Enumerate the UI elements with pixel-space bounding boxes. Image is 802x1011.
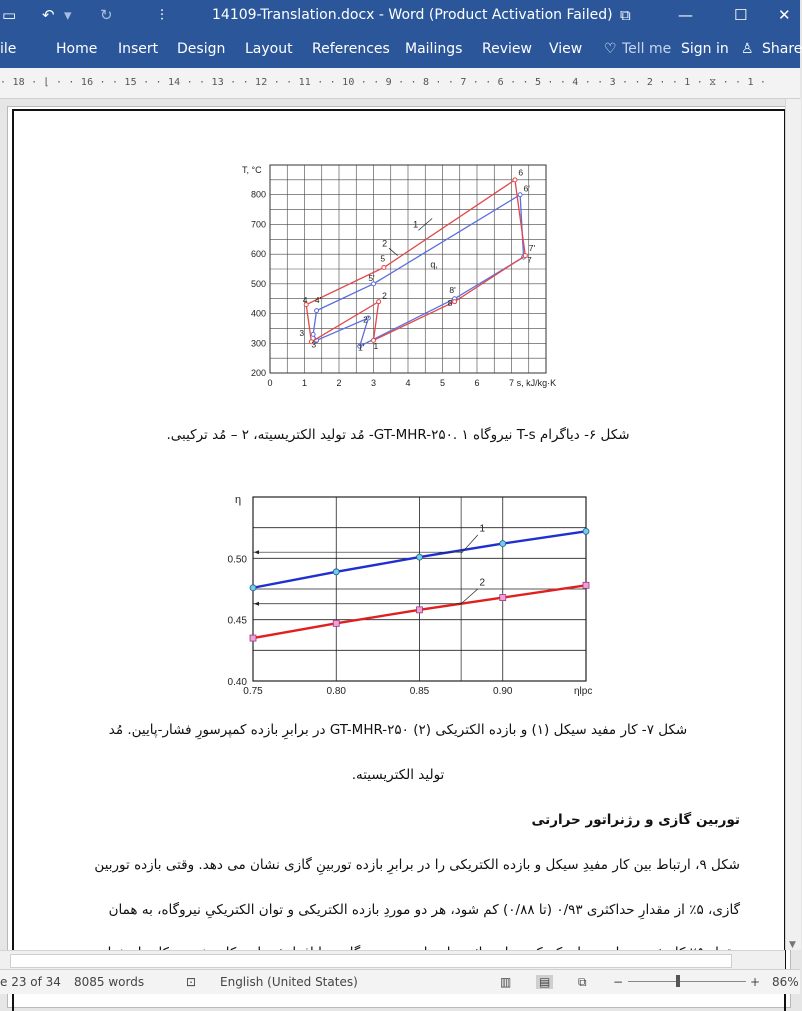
document-area[interactable]	[0, 99, 785, 950]
fig6-state-point	[315, 309, 319, 313]
fig6-point-label: 5	[380, 253, 386, 264]
horizontal-scrollbar[interactable]	[0, 950, 785, 970]
fig6-x-tick-label: 3	[370, 378, 377, 388]
fig6-state-point	[382, 266, 386, 270]
fig6-annotation: q,	[430, 259, 438, 270]
zoom-out-icon[interactable]: −	[613, 975, 624, 989]
fig7-series-point	[333, 569, 339, 575]
fig6-x-tick-label: 0	[267, 378, 273, 388]
fig7-y-axis-label: η	[235, 494, 242, 506]
fig6-state-point	[377, 300, 381, 304]
section-heading: توربین گازی و رژنراتور حرارتی	[531, 812, 740, 828]
fig6-point-label: 2	[382, 290, 387, 301]
customize-quick-access-icon[interactable]: ⫶	[160, 6, 164, 24]
fig6-x-tick-label: 2	[336, 378, 342, 388]
fig6-point-label: 3'	[311, 339, 318, 350]
fig6-x-tick-label: 1	[301, 378, 308, 388]
zoom-slider-thumb[interactable]	[676, 975, 680, 987]
web-layout-icon[interactable]: ⧉	[578, 975, 587, 989]
fig7-x-tick-label: 0.80	[326, 686, 346, 697]
language-status[interactable]: English (United States)	[220, 975, 358, 989]
window-title: 14109-Translation.docx - Word (Product Activation Failed)	[212, 7, 613, 23]
fig7-series-point	[417, 607, 423, 613]
redo-icon[interactable]: ↻	[100, 6, 113, 24]
fig6-point-label: 4'	[314, 295, 322, 306]
lightbulb-icon: ♡	[604, 41, 617, 57]
proofing-icon[interactable]: ⊡	[186, 975, 197, 989]
status-bar	[0, 969, 800, 994]
fig7-series-label: 1	[479, 523, 486, 535]
fig7-y-tick-label: 0.45	[227, 615, 247, 627]
ruler-scale: · 18 · ⌊ · · 16 · · 15 · · 14 · · 13 · · 12 · · 11 · · 10 · · 9 · · 8 · · 7 · · 6 · · 5 · · 4 · · 3 · · 2 · · 1 · ⧖ · · 1 ·	[0, 77, 767, 88]
fig6-y-axis-label: T, °C	[242, 165, 262, 175]
ribbon-display-options-icon[interactable]: ⧉	[620, 6, 631, 24]
horizontal-scroll-thumb[interactable]	[10, 954, 732, 968]
fig6-x-axis-label: s, kJ/kg·K	[516, 378, 557, 388]
tab-mailings[interactable]: Mailings	[405, 41, 463, 57]
tell-me-search[interactable]: Tell me	[622, 41, 672, 57]
sign-in-link[interactable]: Sign in	[681, 41, 729, 57]
share-icon[interactable]: ♙	[741, 41, 754, 57]
fig6-y-tick-label: 800	[250, 189, 266, 200]
fig6-point-label: 6'	[523, 183, 530, 194]
fig6-x-tick-label: 7	[508, 378, 515, 388]
minimize-icon[interactable]: —	[678, 6, 693, 24]
paragraph-line-1: شکل ۹، ارتباط بین کار مفیدِ سیکل و بازده الکتریکی را در برابرِ بازده توربینِ گازی نشان می دهد. وقتی بازده توربین	[94, 857, 740, 873]
fig7-x-axis-label: ηlpc	[574, 686, 593, 697]
fig6-state-point	[453, 300, 457, 304]
zoom-slider[interactable]	[628, 981, 746, 982]
fig6-point-label: 3	[299, 327, 305, 338]
figure6-ts-diagram	[228, 165, 588, 410]
figure6-caption: شکل ۶- دیاگرام T-s نیروگاه GT-MHR-۲۵۰. ۱- مُد تولید الکتریسیته، ۲ – مُد ترکیبی.	[166, 427, 630, 443]
fig7-series-point	[250, 585, 256, 591]
tab-home[interactable]: Home	[56, 41, 98, 57]
fig6-x-tick-label: 6	[474, 378, 480, 388]
fig6-y-tick-label: 300	[250, 338, 266, 349]
figure7-efficiency-chart	[213, 485, 608, 700]
page-count[interactable]: e 23 of 34	[0, 975, 61, 989]
fig6-point-label: 4	[302, 295, 308, 306]
fig6-state-point	[513, 178, 517, 182]
read-mode-icon[interactable]: ▥	[500, 975, 512, 989]
close-icon[interactable]: ✕	[778, 6, 791, 24]
fig6-state-point	[311, 332, 315, 336]
fig7-series-point	[500, 595, 506, 601]
fig6-point-label: 1	[373, 341, 379, 352]
fig6-x-tick-label: 5	[439, 378, 446, 388]
share-button[interactable]: Share	[762, 41, 802, 57]
vertical-scrollbar[interactable]	[785, 99, 801, 950]
print-layout-icon[interactable]: ▤	[536, 975, 553, 989]
tab-review[interactable]: Review	[482, 41, 532, 57]
horizontal-ruler[interactable]	[0, 68, 800, 99]
undo-dropdown-icon[interactable]: ▾	[64, 6, 72, 24]
fig7-x-tick-label: 0.90	[493, 686, 513, 697]
fig6-y-tick-label: 700	[250, 219, 266, 230]
fig7-x-tick-label: 0.85	[409, 686, 430, 697]
figure7-caption-line1: شکل ۷- کار مفید سیکل (۱) و بازده الکتریکی (۲) GT-MHR-۲۵۰ در برابرِ بازده کمپرسورِ فشار-پایین. مُد	[108, 722, 688, 738]
ribbon-tabs	[0, 32, 800, 68]
fig6-y-tick-label: 500	[250, 278, 266, 289]
fig7-series-point	[583, 582, 589, 588]
fig6-annotation: 2	[382, 238, 388, 249]
fig7-y-tick-label: 0.50	[227, 554, 247, 566]
zoom-level[interactable]: 86%	[772, 975, 799, 989]
fig7-series-point	[250, 635, 256, 641]
tab-view[interactable]: View	[549, 41, 583, 57]
fig6-point-label: 8	[447, 298, 453, 309]
paragraph-line-2: گازی، ۵٪ از مقدارِ حداکثری ۰/۹۳ (تا ۰/۸۸) کم شود، هر دو موردِ بازده الکتریکی و توان الکتریکیِ نیروگاه، به همان	[108, 902, 740, 918]
fig6-point-label: 8'	[449, 284, 456, 295]
fig6-point-label: 2'	[363, 314, 370, 325]
maximize-icon[interactable]: ☐	[734, 6, 748, 24]
save-icon[interactable]: ▭	[2, 6, 17, 24]
fig6-point-label: 7	[527, 255, 532, 266]
fig7-series-point	[500, 541, 506, 547]
fig6-annotation: 1	[413, 219, 419, 230]
fig6-y-tick-label: 400	[250, 308, 266, 319]
fig6-y-tick-label: 200	[250, 368, 266, 378]
tab-layout[interactable]: Layout	[245, 41, 293, 57]
zoom-in-icon[interactable]: +	[750, 975, 761, 989]
fig7-series-label: 2	[479, 577, 486, 589]
fig6-state-point	[518, 193, 522, 197]
fig6-y-tick-label: 600	[250, 249, 266, 260]
tab-design[interactable]: Design	[177, 41, 226, 57]
tab-insert[interactable]: Insert	[118, 41, 159, 57]
fig6-point-label: 5'	[368, 272, 375, 283]
fig7-series-point	[333, 620, 339, 626]
page[interactable]	[7, 106, 791, 1008]
word-count[interactable]: 8085 words	[74, 975, 145, 989]
fig7-y-tick-label: 0.40	[227, 677, 247, 688]
fig6-point-label: 1'	[357, 342, 365, 353]
fig7-series-point	[583, 528, 589, 534]
tab-references[interactable]: References	[312, 41, 390, 57]
title-bar	[0, 0, 800, 32]
fig6-point-label: 6	[518, 167, 524, 178]
tab-file[interactable]: ile	[0, 41, 17, 57]
fig6-x-tick-label: 4	[405, 378, 411, 388]
undo-icon[interactable]: ↶	[42, 6, 55, 24]
fig6-point-label: 7'	[528, 243, 536, 254]
scroll-down-arrow-icon[interactable]: ▼	[789, 940, 796, 950]
fig7-series-point	[417, 554, 423, 560]
figure7-caption-line2: تولید الکتریسیته.	[351, 767, 445, 783]
fig7-x-tick-label: 0.75	[243, 686, 263, 697]
